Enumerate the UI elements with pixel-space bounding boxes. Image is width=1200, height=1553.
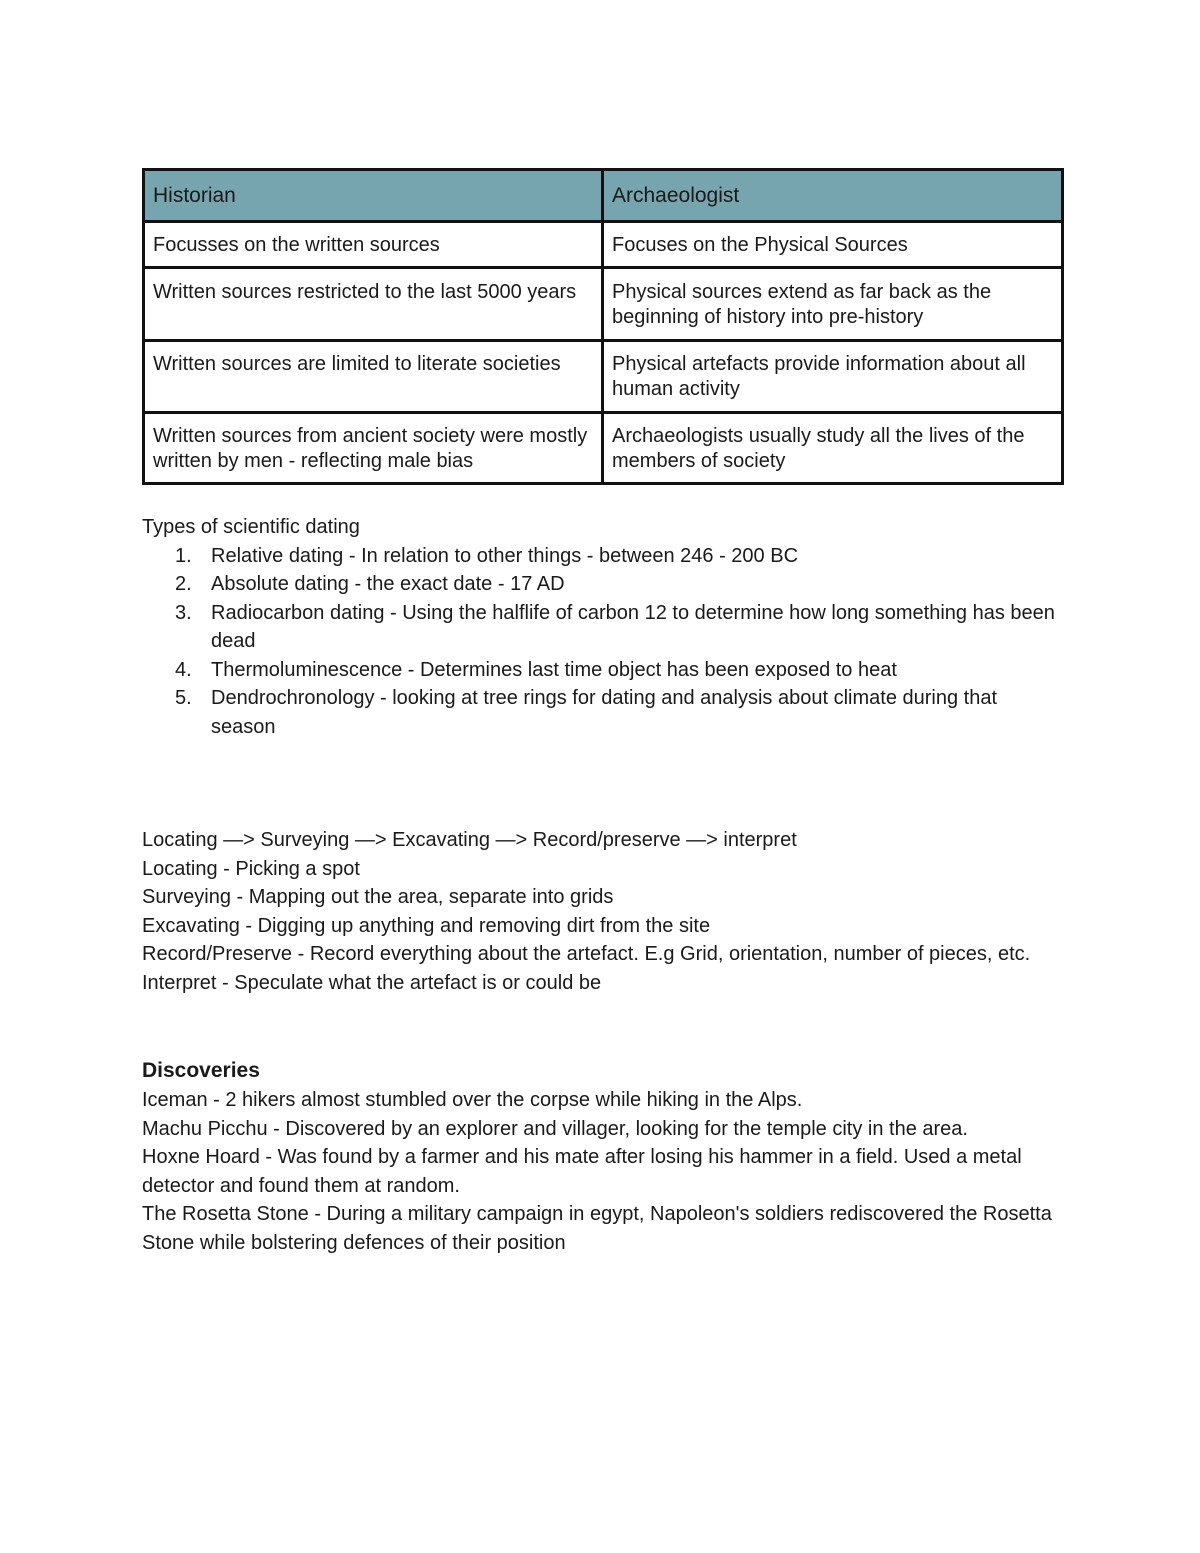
dating-title: Types of scientific dating <box>142 516 360 538</box>
list-number: 3. <box>175 601 192 624</box>
process-step: Record/Preserve - Record everything about the artefact. E.g Grid, orientation, number of pieces, etc. <box>142 943 1031 965</box>
table-row <box>144 413 1063 484</box>
discovery-item: The Rosetta Stone - During a military campaign in egypt, Napoleon's soldiers rediscovered the Rosetta Stone while bolstering defences of their position <box>142 1203 1052 1254</box>
discovery-item: Machu Picchu - Discovered by an explorer and villager, looking for the temple city in the area. <box>142 1117 968 1140</box>
table-cell: Focusses on the written sources <box>144 222 603 268</box>
header-historian: Historian <box>144 170 603 222</box>
table-cell: Focuses on the Physical Sources <box>603 222 1063 268</box>
process-step: Excavating - Digging up anything and removing dirt from the site <box>142 914 711 937</box>
table-cell: Archaeologists usually study all the lives of the members of society <box>603 413 1063 484</box>
list-item <box>142 599 1061 656</box>
discovery-item: Hoxne Hoard - Was found by a farmer and his mate after losing his hammer in a field. Used a metal detector and found them at random. <box>142 1146 1022 1197</box>
list-number: 1. <box>175 544 192 567</box>
table-row <box>144 341 1063 413</box>
list-item-text: Thermoluminescence - Determines last time object has been exposed to heat <box>211 658 897 681</box>
process-step: Surveying - Mapping out the area, separate into grids <box>142 886 614 908</box>
list-item <box>142 656 1061 685</box>
process-step: Locating - Picking a spot <box>142 857 360 880</box>
table-row <box>144 268 1063 341</box>
table-cell: Written sources from ancient society were mostly written by men - reflecting male bias <box>144 413 603 484</box>
table-cell: Physical sources extend as far back as the beginning of history into pre-history <box>603 268 1063 341</box>
discoveries-section <box>142 1056 1061 1257</box>
list-item-text: Dendrochronology - looking at tree rings for dating and analysis about climate during that season <box>211 687 998 738</box>
list-item-text: Relative dating - In relation to other things - between 246 - 200 BC <box>211 544 799 567</box>
table-header-row <box>144 170 1063 222</box>
process-step: Interpret - Speculate what the artefact is or could be <box>142 971 602 994</box>
discovery-item: Iceman - 2 hikers almost stumbled over the corpse while hiking in the Alps. <box>142 1089 803 1111</box>
list-item <box>142 570 1061 599</box>
process-section <box>142 826 1061 997</box>
header-archaeologist: Archaeologist <box>603 170 1063 222</box>
process-flow: Locating —> Surveying —> Excavating —> Record/preserve —> interpret <box>142 829 797 851</box>
list-number: 4. <box>175 658 192 681</box>
dating-section <box>142 513 1061 741</box>
table-cell: Written sources restricted to the last 5000 years <box>144 268 603 341</box>
comparison-table <box>142 168 1064 485</box>
discoveries-heading: Discoveries <box>142 1059 260 1082</box>
list-item-text: Radiocarbon dating - Using the halflife of carbon 12 to determine how long something has been dead <box>211 601 1055 652</box>
document-page <box>142 168 1061 1257</box>
list-item-text: Absolute dating - the exact date - 17 AD <box>211 573 565 595</box>
list-number: 5. <box>175 687 192 709</box>
table-cell: Physical artefacts provide information about all human activity <box>603 341 1063 413</box>
dating-list <box>142 542 1061 742</box>
list-number: 2. <box>175 573 192 595</box>
table-cell: Written sources are limited to literate societies <box>144 341 603 413</box>
table-row <box>144 222 1063 268</box>
list-item <box>142 542 1061 571</box>
list-item <box>142 684 1061 741</box>
